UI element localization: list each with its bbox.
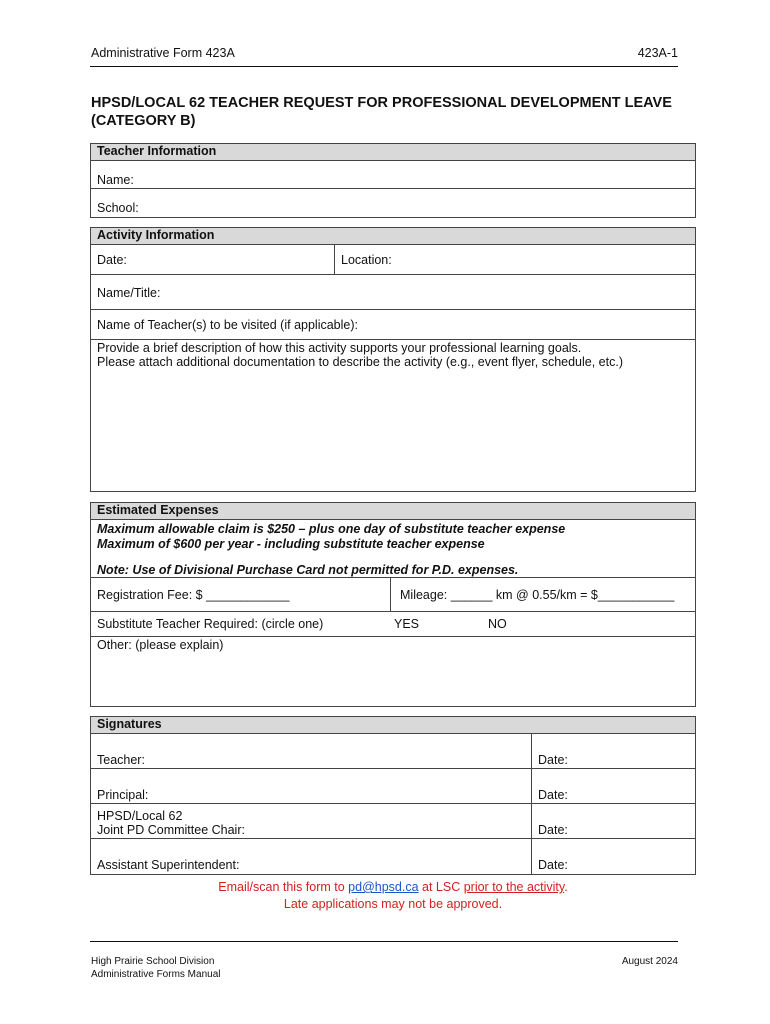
notice-prefix: Email/scan this form to [218,880,349,894]
max-year-text: Maximum of $600 per year - including substitute teacher expense [97,537,485,551]
notice-deadline: prior to the activity [463,880,565,894]
signatures-heading: Signatures [91,717,695,734]
footer-date: August 2024 [621,956,678,967]
form-code: 423A-1 [637,46,678,60]
activity-information-section [90,227,696,492]
page-title: HPSD/LOCAL 62 TEACHER REQUEST FOR PROFESSIONAL DEVELOPMENT LEAVE (CATEGORY B) [91,95,672,129]
principal-signature-row[interactable] [91,769,695,804]
fee-mileage-row [91,578,695,612]
committee-chair-signature-row[interactable] [91,804,695,839]
substitute-teacher-label: Substitute Teacher Required: (circle one) [97,617,324,631]
assistant-superintendent-signature-row[interactable] [91,839,695,874]
fee-mileage-divider [390,578,391,611]
activity-information-heading: Activity Information [91,228,695,245]
principal-signature-label: Principal: [97,788,149,802]
estimated-expenses-section [90,502,696,707]
footer-org: High Prairie School Division [91,956,215,967]
teacher-name-label: Name: [97,173,134,187]
teacher-signature-label: Teacher: [97,753,145,767]
late-application-notice: Late applications may not be approved. [283,897,503,911]
footer-manual: Administrative Forms Manual [91,969,221,980]
committee-chair-date-label: Date: [538,823,568,837]
activity-name-title-label: Name/Title: [97,286,161,300]
signature-date-divider [531,804,532,838]
description-instruction-1: Provide a brief description of how this activity supports your professional learning goals. [97,341,582,355]
teacher-information-heading: Teacher Information [91,144,695,161]
signature-date-divider [531,769,532,803]
activity-location-label: Location: [341,253,392,267]
substitute-yes-option[interactable]: YES [394,617,420,631]
principal-date-label: Date: [538,788,568,802]
signature-date-divider [531,839,532,874]
teacher-date-label: Date: [538,753,568,767]
committee-chair-label-line1: HPSD/Local 62 [97,809,183,823]
footer-rule [90,941,678,942]
other-expenses-field[interactable] [91,637,695,706]
max-claim-text: Maximum allowable claim is $250 – plus one day of substitute teacher expense [97,522,566,536]
registration-fee-field[interactable]: Registration Fee: $ ____________ [97,588,290,602]
mileage-field[interactable]: Mileage: ______ km @ 0.55/km = $___________ [400,588,675,602]
expense-limits-row [91,520,695,578]
estimated-expenses-heading: Estimated Expenses [91,503,695,520]
teacher-school-label: School: [97,201,139,215]
activity-date-label: Date: [97,253,127,267]
email-link[interactable]: pd@hpsd.ca [348,880,419,894]
teacher-name-field[interactable] [91,161,695,189]
description-instruction-2: Please attach additional documentation to describe the activity (e.g., event flyer, schedule, etc.) [97,355,623,369]
teacher-signature-row[interactable] [91,734,695,769]
substitute-teacher-row [91,612,695,637]
committee-chair-label-line2: Joint PD Committee Chair: [97,823,245,837]
notice-suffix: . [564,880,568,894]
signatures-section [90,716,696,875]
assistant-superintendent-label: Assistant Superintendent: [97,858,240,872]
notice-middle: at LSC [418,880,464,894]
activity-name-title-field[interactable] [91,275,695,310]
form-name: Administrative Form 423A [91,46,235,60]
teacher-information-section [90,143,696,218]
teachers-visited-field[interactable] [91,310,695,340]
date-location-divider [334,245,335,274]
header-rule [90,66,678,67]
activity-description-field[interactable] [91,340,695,491]
teachers-visited-label: Name of Teacher(s) to be visited (if applicable): [97,318,358,332]
assistant-superintendent-date-label: Date: [538,858,568,872]
submission-notice [90,880,696,894]
purchase-card-note: Note: Use of Divisional Purchase Card not permitted for P.D. expenses. [97,563,519,577]
substitute-no-option[interactable]: NO [488,617,507,631]
teacher-school-field[interactable] [91,189,695,217]
other-expenses-label: Other: (please explain) [97,638,224,652]
signature-date-divider [531,734,532,768]
activity-date-location-row [91,245,695,275]
